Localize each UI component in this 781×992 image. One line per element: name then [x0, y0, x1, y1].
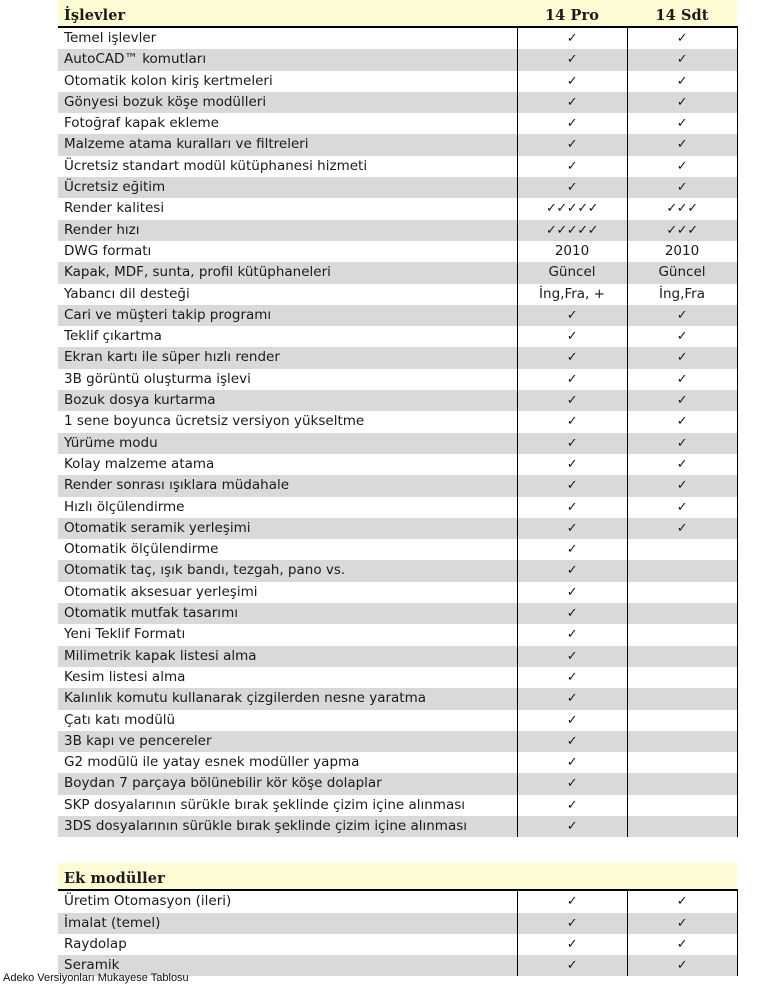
cell-sdt [627, 688, 737, 709]
check-icon: ✓ [566, 31, 578, 46]
cell-sdt [627, 603, 737, 624]
check-icon: ✓ [566, 350, 578, 366]
check-icon: ✓ [676, 958, 688, 974]
feature-label: Fotoğraf kapak ekleme [58, 113, 517, 134]
cell-pro [517, 262, 627, 283]
cell-pro [517, 433, 627, 454]
cell-pro [517, 134, 627, 155]
feature-label: Raydolap [58, 934, 517, 955]
cell-value-text: 2010 [554, 242, 590, 259]
cell-pro [517, 497, 627, 518]
check-icon: ✓ [566, 818, 578, 834]
table-row [58, 241, 737, 262]
extra-modules-table-body [58, 863, 737, 890]
check-icon: ✓ [676, 936, 688, 952]
check-icon: ✓✓✓ [666, 201, 698, 217]
check-icon: ✓✓✓✓✓ [546, 201, 598, 217]
cell-sdt [627, 667, 737, 688]
feature-label: Kapak, MDF, sunta, profil kütüphaneleri [58, 262, 517, 283]
feature-label: DWG formatı [58, 241, 517, 262]
cell-value-text: 2010 [664, 242, 700, 259]
cell-pro [517, 71, 627, 92]
table-row [58, 497, 737, 518]
table-row [58, 752, 737, 773]
section-gap [58, 837, 737, 863]
cell-sdt [627, 177, 737, 198]
table-row [58, 113, 737, 134]
check-icon: ✓ [566, 329, 578, 345]
cell-sdt [627, 752, 737, 773]
cell-pro [517, 156, 627, 177]
cell-sdt [627, 411, 737, 432]
cell-sdt [627, 773, 737, 794]
check-icon: ✓ [566, 755, 578, 771]
check-icon: ✓ [676, 137, 688, 153]
check-icon: ✓ [566, 542, 578, 558]
check-icon: ✓ [676, 915, 688, 931]
table-row [58, 624, 737, 645]
feature-label: Temel işlevler [58, 27, 517, 49]
column-header-pro: 14 Pro [517, 0, 627, 27]
check-icon: ✓✓✓ [666, 222, 698, 238]
feature-label: Otomatik seramik yerleşimi [58, 518, 517, 539]
feature-label: Kesim listesi alma [58, 667, 517, 688]
check-icon: ✓ [566, 915, 578, 931]
table-row [58, 411, 737, 432]
check-icon: ✓ [566, 393, 578, 409]
cell-sdt [627, 890, 737, 912]
feature-label: Malzeme atama kuralları ve filtreleri [58, 134, 517, 155]
extra-modules-header-label: Ek modüller [58, 863, 517, 890]
cell-pro [517, 347, 627, 368]
feature-label: Üretim Otomasyon (ileri) [58, 890, 517, 912]
cell-sdt [627, 241, 737, 262]
cell-sdt [627, 955, 737, 976]
table-row [58, 390, 737, 411]
table-row [58, 913, 737, 934]
table-row [58, 603, 737, 624]
cell-sdt [627, 560, 737, 581]
check-icon: ✓ [566, 456, 578, 472]
cell-sdt [627, 71, 737, 92]
cell-pro [517, 539, 627, 560]
check-icon: ✓ [676, 499, 688, 515]
check-icon: ✓ [676, 478, 688, 494]
feature-label: 3B görüntü oluşturma işlevi [58, 369, 517, 390]
check-icon: ✓ [566, 627, 578, 643]
cell-sdt [627, 156, 737, 177]
table-row [58, 560, 737, 581]
cell-pro [517, 241, 627, 262]
cell-pro [517, 305, 627, 326]
cell-pro [517, 560, 627, 581]
cell-sdt [627, 624, 737, 645]
feature-label: Render kalitesi [58, 198, 517, 219]
feature-label: Yeni Teklif Formatı [58, 624, 517, 645]
cell-pro [517, 390, 627, 411]
feature-label: Teklif çıkartma [58, 326, 517, 347]
check-icon: ✓ [566, 936, 578, 952]
cell-value-text: İng,Fra [658, 285, 705, 302]
table-row [58, 49, 737, 70]
table-row [58, 688, 737, 709]
cell-pro [517, 752, 627, 773]
cell-sdt [627, 27, 737, 49]
cell-value-text: İng,Fra, + [539, 285, 605, 302]
check-icon: ✓ [566, 307, 578, 323]
check-icon: ✓ [566, 414, 578, 430]
cell-sdt [627, 220, 737, 241]
cell-pro [517, 624, 627, 645]
cell-sdt [627, 369, 737, 390]
check-icon: ✓ [676, 180, 688, 196]
cell-sdt [627, 497, 737, 518]
table-row [58, 816, 737, 837]
cell-pro [517, 773, 627, 794]
table-row [58, 582, 737, 603]
cell-sdt [627, 475, 737, 496]
check-icon: ✓ [676, 73, 688, 89]
check-icon: ✓✓✓✓✓ [546, 222, 598, 238]
cell-sdt [627, 262, 737, 283]
check-icon: ✓ [566, 894, 578, 910]
sheet-caption: Adeko Versiyonları Mukayese Tablosu [3, 972, 189, 984]
table-row [58, 347, 737, 368]
check-icon: ✓ [566, 776, 578, 792]
feature-label: Kolay malzeme atama [58, 454, 517, 475]
table-row [58, 156, 737, 177]
table-row [58, 433, 737, 454]
feature-label: Ücretsiz eğitim [58, 177, 517, 198]
cell-pro [517, 913, 627, 934]
feature-label: Render sonrası ışıklara müdahale [58, 475, 517, 496]
cell-sdt [627, 347, 737, 368]
cell-sdt [627, 433, 737, 454]
cell-pro [517, 646, 627, 667]
table-row [58, 305, 737, 326]
cell-sdt [627, 710, 737, 731]
check-icon: ✓ [676, 393, 688, 409]
column-header-sdt: 14 Sdt [627, 0, 737, 27]
table-row [58, 890, 737, 912]
cell-pro [517, 955, 627, 976]
extra-modules-header-row [58, 863, 737, 890]
cell-sdt [627, 284, 737, 305]
check-icon: ✓ [566, 669, 578, 685]
table-row [58, 646, 737, 667]
check-icon: ✓ [676, 894, 688, 910]
check-icon: ✓ [566, 435, 578, 451]
check-icon: ✓ [676, 329, 688, 345]
table-row [58, 369, 737, 390]
check-icon: ✓ [676, 520, 688, 536]
cell-pro [517, 890, 627, 912]
check-icon: ✓ [566, 94, 578, 110]
check-icon: ✓ [566, 73, 578, 89]
feature-label: Yürüme modu [58, 433, 517, 454]
check-icon: ✓ [676, 158, 688, 174]
check-icon: ✓ [566, 52, 578, 68]
check-icon: ✓ [676, 94, 688, 110]
cell-pro [517, 667, 627, 688]
feature-label: G2 modülü ile yatay esnek modüller yapma [58, 752, 517, 773]
feature-label: Gönyesi bozuk köşe modülleri [58, 92, 517, 113]
cell-pro [517, 198, 627, 219]
features-rows [58, 27, 737, 837]
table-row [58, 27, 737, 49]
cell-pro [517, 934, 627, 955]
check-icon: ✓ [676, 52, 688, 68]
table-row [58, 198, 737, 219]
cell-pro [517, 113, 627, 134]
cell-pro [517, 369, 627, 390]
feature-label: Ekran kartı ile süper hızlı render [58, 347, 517, 368]
cell-sdt [627, 326, 737, 347]
cell-sdt [627, 795, 737, 816]
cell-sdt [627, 390, 737, 411]
check-icon: ✓ [566, 520, 578, 536]
cell-sdt [627, 913, 737, 934]
check-icon: ✓ [566, 478, 578, 494]
feature-label: Render hızı [58, 220, 517, 241]
table-row [58, 731, 737, 752]
feature-label: Yabancı dil desteği [58, 284, 517, 305]
cell-pro [517, 49, 627, 70]
check-icon: ✓ [566, 180, 578, 196]
check-icon: ✓ [566, 691, 578, 707]
table-row [58, 326, 737, 347]
table-row [58, 92, 737, 113]
check-icon: ✓ [676, 31, 688, 46]
cell-value-text: Güncel [658, 264, 706, 281]
cell-sdt [627, 518, 737, 539]
feature-label: 3DS dosyalarının sürükle bırak şeklinde çizim içine alınması [58, 816, 517, 837]
cell-sdt [627, 92, 737, 113]
table-row [58, 134, 737, 155]
cell-pro [517, 177, 627, 198]
check-icon: ✓ [676, 435, 688, 451]
extra-header-spacer-sdt [627, 863, 737, 890]
check-icon: ✓ [566, 158, 578, 174]
check-icon: ✓ [676, 371, 688, 387]
feature-label: Otomatik kolon kiriş kertmeleri [58, 71, 517, 92]
table-row [58, 667, 737, 688]
features-header-label: İşlevler [58, 0, 517, 27]
feature-label: Ücretsiz standart modül kütüphanesi hizmeti [58, 156, 517, 177]
check-icon: ✓ [566, 116, 578, 132]
check-icon: ✓ [566, 606, 578, 622]
check-icon: ✓ [676, 307, 688, 323]
cell-pro [517, 27, 627, 49]
table-row [58, 518, 737, 539]
table-row [58, 284, 737, 305]
cell-sdt [627, 198, 737, 219]
feature-label: Otomatik aksesuar yerleşimi [58, 582, 517, 603]
cell-sdt [627, 934, 737, 955]
cell-sdt [627, 539, 737, 560]
feature-label: 3B kapı ve pencereler [58, 731, 517, 752]
table-row [58, 795, 737, 816]
features-table-body [58, 0, 737, 27]
feature-label: Otomatik ölçülendirme [58, 539, 517, 560]
feature-label: 1 sene boyunca ücretsiz versiyon yükseltme [58, 411, 517, 432]
check-icon: ✓ [566, 563, 578, 579]
cell-sdt [627, 49, 737, 70]
table-row [58, 71, 737, 92]
cell-sdt [627, 134, 737, 155]
table-row [58, 262, 737, 283]
feature-label: Boydan 7 parçaya bölünebilir kör köşe dolaplar [58, 773, 517, 794]
cell-pro [517, 411, 627, 432]
feature-label: Otomatik taç, ışık bandı, tezgah, pano vs. [58, 560, 517, 581]
feature-label: Otomatik mutfak tasarımı [58, 603, 517, 624]
cell-sdt [627, 454, 737, 475]
features-table [58, 0, 738, 837]
cell-pro [517, 475, 627, 496]
cell-pro [517, 92, 627, 113]
feature-label: SKP dosyalarının sürükle bırak şeklinde çizim içine alınması [58, 795, 517, 816]
feature-label: Hızlı ölçülendirme [58, 497, 517, 518]
feature-label: Milimetrik kapak listesi alma [58, 646, 517, 667]
feature-label: Kalınlık komutu kullanarak çizgilerden nesne yaratma [58, 688, 517, 709]
extra-modules-rows [58, 890, 737, 976]
check-icon: ✓ [676, 350, 688, 366]
check-icon: ✓ [566, 648, 578, 664]
table-row [58, 177, 737, 198]
check-icon: ✓ [566, 958, 578, 974]
feature-label: AutoCAD™ komutları [58, 49, 517, 70]
feature-label: Bozuk dosya kurtarma [58, 390, 517, 411]
feature-label: Çatı katı modülü [58, 710, 517, 731]
table-row [58, 475, 737, 496]
cell-sdt [627, 582, 737, 603]
cell-pro [517, 454, 627, 475]
check-icon: ✓ [566, 584, 578, 600]
check-icon: ✓ [566, 797, 578, 813]
extra-header-spacer-pro [517, 863, 627, 890]
cell-pro [517, 816, 627, 837]
table-row [58, 934, 737, 955]
cell-sdt [627, 816, 737, 837]
check-icon: ✓ [566, 733, 578, 749]
check-icon: ✓ [566, 137, 578, 153]
check-icon: ✓ [676, 116, 688, 132]
check-icon: ✓ [566, 499, 578, 515]
check-icon: ✓ [566, 371, 578, 387]
table-row [58, 220, 737, 241]
feature-label: İmalat (temel) [58, 913, 517, 934]
cell-sdt [627, 646, 737, 667]
check-icon: ✓ [676, 414, 688, 430]
cell-sdt [627, 113, 737, 134]
features-header-row [58, 0, 737, 27]
feature-label: Cari ve müşteri takip programı [58, 305, 517, 326]
table-row [58, 539, 737, 560]
cell-sdt [627, 305, 737, 326]
cell-pro [517, 603, 627, 624]
table-row [58, 773, 737, 794]
extra-modules-table [58, 863, 738, 976]
check-icon: ✓ [566, 712, 578, 728]
cell-pro [517, 795, 627, 816]
cell-pro [517, 688, 627, 709]
cell-sdt [627, 731, 737, 752]
cell-pro [517, 710, 627, 731]
cell-pro [517, 582, 627, 603]
cell-pro [517, 731, 627, 752]
cell-value-text: Güncel [548, 264, 596, 281]
cell-pro [517, 220, 627, 241]
cell-pro [517, 326, 627, 347]
table-row [58, 710, 737, 731]
cell-pro [517, 284, 627, 305]
table-row [58, 454, 737, 475]
check-icon: ✓ [676, 456, 688, 472]
feature-label: Seramik [58, 955, 517, 976]
cell-pro [517, 518, 627, 539]
comparison-sheet [58, 0, 737, 976]
